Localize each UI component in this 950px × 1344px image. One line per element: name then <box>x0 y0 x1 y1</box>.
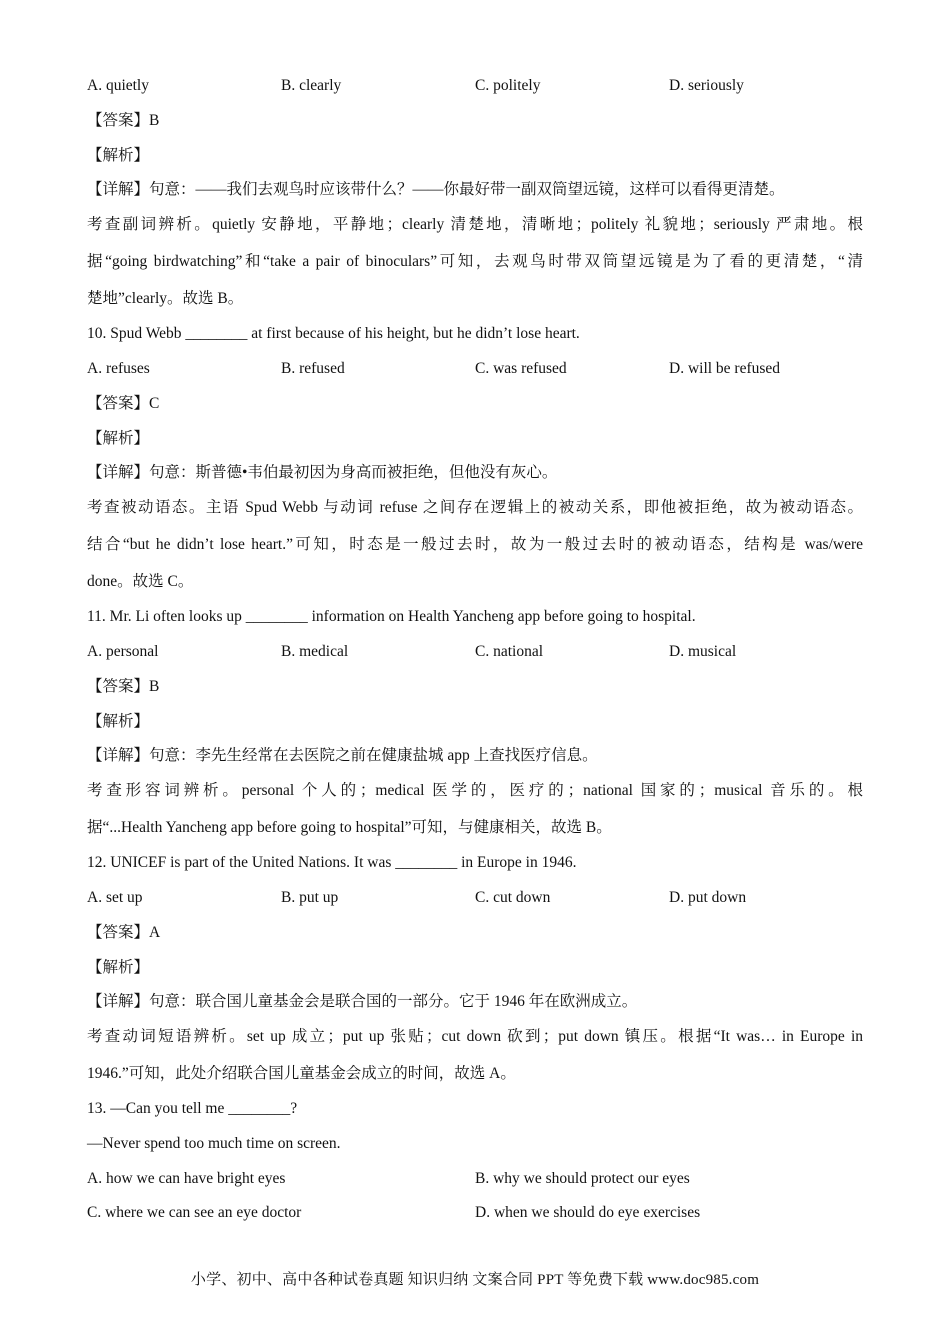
option-b: B. refused <box>281 360 345 377</box>
option-c: C. was refused <box>475 360 567 377</box>
option-c: C. where we can see an eye doctor <box>87 1204 302 1221</box>
q13-reply: —Never spend too much time on screen. <box>87 1135 341 1152</box>
q12-options <box>87 888 887 908</box>
q9-explain-line: 据“going birdwatching”和“take a pair of binoculars”可知，去观鸟时带双筒望远镜是为了看的更清楚，“清 <box>87 253 863 270</box>
q12-explain-line: 考查动词短语辨析。set up 成立；put up 张贴；cut down 砍到；put down 镇压。根据“It was… in Europe in <box>87 1028 863 1045</box>
q11-answer: 【答案】B <box>87 678 160 695</box>
option-d: D. will be refused <box>669 360 781 377</box>
option-d: D. put down <box>669 889 747 906</box>
q9-answer: 【答案】B <box>87 112 160 129</box>
q12-analysis-label: 【解析】 <box>87 959 150 976</box>
q10-detail: 【详解】句意：斯普德•韦伯最初因为身高而被拒绝，但他没有灰心。 <box>87 464 558 481</box>
q11-analysis-label: 【解析】 <box>87 713 150 730</box>
option-c: C. politely <box>475 77 541 94</box>
q9-explain-line: 楚地”clearly。故选 B。 <box>87 290 244 307</box>
q13-options-row-1 <box>87 1169 887 1189</box>
q12-detail: 【详解】句意：联合国儿童基金会是联合国的一部分。它于 1946 年在欧洲成立。 <box>87 993 638 1010</box>
q9-detail: 【详解】句意：——我们去观鸟时应该带什么？——你最好带一副双筒望远镜，这样可以看得更清楚。 <box>87 181 785 198</box>
q11-explain-line: 考查形容词辨析。personal 个人的；medical 医学的，医疗的；national 国家的；musical 音乐的。根 <box>87 782 863 799</box>
option-d: D. musical <box>669 643 737 660</box>
q9-options <box>87 76 887 96</box>
option-b: B. clearly <box>281 77 342 94</box>
q10-explain-line: 考查被动语态。主语 Spud Webb 与动词 refuse 之间存在逻辑上的被动关系，即他被拒绝，故为被动语态。 <box>87 499 863 516</box>
option-a: A. quietly <box>87 77 149 94</box>
q12-question: 12. UNICEF is part of the United Nations. It was ________ in Europe in 1946. <box>87 854 577 871</box>
option-a: A. set up <box>87 889 143 906</box>
q11-options <box>87 642 887 662</box>
option-c: C. cut down <box>475 889 551 906</box>
q10-explain-line: 结合“but he didn’t lose heart.”可知，时态是一般过去时，故为一般过去时的被动语态，结构是 was/were <box>87 536 863 553</box>
q9-explain-line: 考查副词辨析。quietly 安静地，平静地；clearly 清楚地，清晰地；politely 礼貌地；seriously 严肃地。根 <box>87 216 863 233</box>
q9-analysis-label: 【解析】 <box>87 147 150 164</box>
option-d: D. when we should do eye exercises <box>475 1204 701 1221</box>
q10-explain-line: done。故选 C。 <box>87 573 194 590</box>
q11-detail: 【详解】句意：李先生经常在去医院之前在健康盐城 app 上查找医疗信息。 <box>87 747 598 764</box>
q12-explain-line: 1946.”可知，此处介绍联合国儿童基金会成立的时间，故选 A。 <box>87 1065 516 1082</box>
option-c: C. national <box>475 643 544 660</box>
q11-question: 11. Mr. Li often looks up ________ information on Health Yancheng app before going to hospital. <box>87 608 696 625</box>
q11-explain-line: 据“...Health Yancheng app before going to hospital”可知，与健康相关，故选 B。 <box>87 819 612 836</box>
q13-options-row-2 <box>87 1203 887 1223</box>
option-a: A. how we can have bright eyes <box>87 1170 286 1187</box>
option-a: A. personal <box>87 643 159 660</box>
option-a: A. refuses <box>87 360 150 377</box>
q10-answer: 【答案】C <box>87 395 160 412</box>
q10-options <box>87 359 887 379</box>
q12-answer: 【答案】A <box>87 924 161 941</box>
q10-analysis-label: 【解析】 <box>87 430 150 447</box>
q10-question: 10. Spud Webb ________ at first because of his height, but he didn’t lose heart. <box>87 325 580 342</box>
option-b: B. medical <box>281 643 349 660</box>
option-d: D. seriously <box>669 77 744 94</box>
page-footer: 小学、初中、高中各种试卷真题 知识归纳 文案合同 PPT 等免费下载 www.doc985.com <box>190 1272 760 1288</box>
q13-question: 13. —Can you tell me ________? <box>87 1100 298 1117</box>
option-b: B. why we should protect our eyes <box>475 1170 690 1187</box>
option-b: B. put up <box>281 889 339 906</box>
